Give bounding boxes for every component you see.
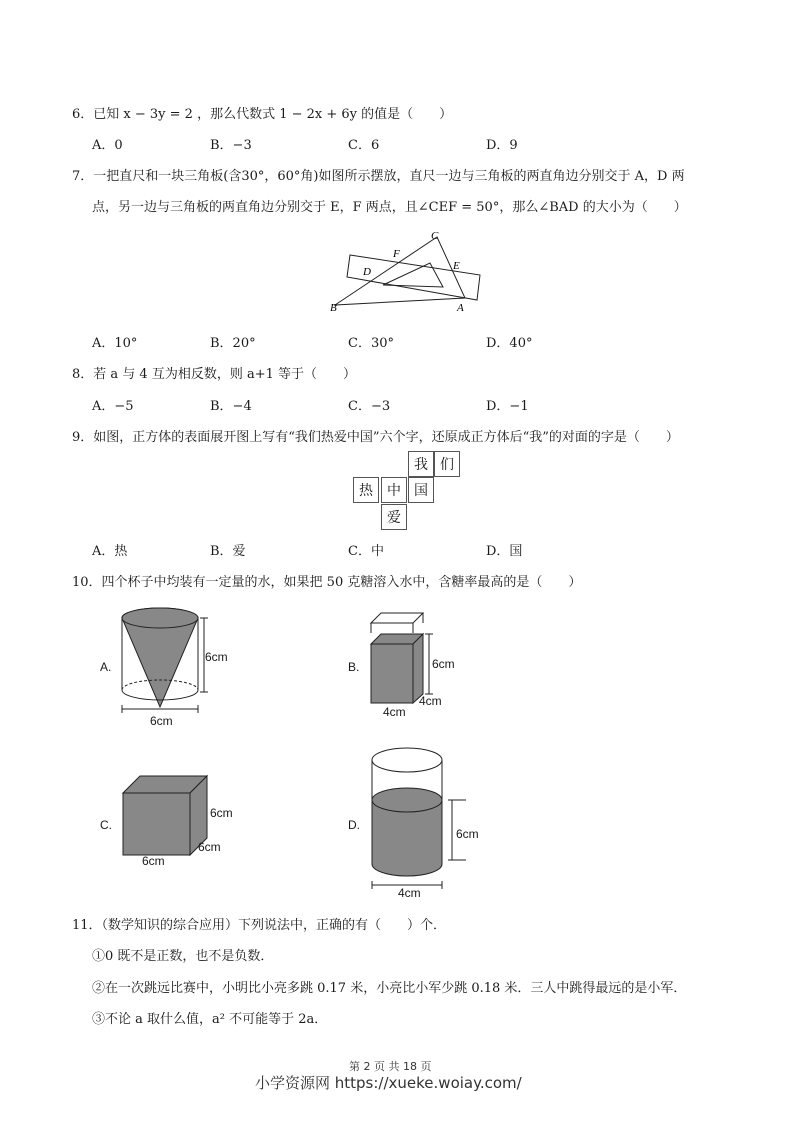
- label-d: D: [363, 266, 371, 278]
- q10-text: 10．四个杯子中均装有一定量的水，如果把 50 克糖溶入水中，含糖率最高的是（ ）: [72, 575, 582, 590]
- label-a: A: [457, 302, 464, 314]
- q11-statement-1: ①0 既不是正数，也不是负数．: [92, 949, 274, 964]
- q8-text: 8．若 a 与 4 互为相反数，则 a+1 等于（ ）: [72, 367, 357, 382]
- ruler-triangle-figure: [325, 225, 490, 317]
- fig-c-width: 6cm: [142, 854, 165, 868]
- q7-option-c: C．30°: [348, 336, 394, 351]
- q6-option-d: D．9: [486, 138, 518, 153]
- q11-text: 11．（数学知识的综合应用）下列说法中，正确的有（ ）个．: [72, 918, 447, 933]
- q8-option-d: D．−1: [486, 399, 529, 414]
- q7-option-d: D．40°: [486, 336, 533, 351]
- q8-option-c: C．−3: [348, 399, 391, 414]
- net-cell-men: 们: [434, 451, 460, 477]
- net-cell-guo: 国: [408, 477, 434, 503]
- q10-label-c: C.: [100, 818, 112, 832]
- label-b: B: [330, 302, 337, 314]
- fig-b-height: 6cm: [432, 657, 455, 671]
- fig-a-height: 6cm: [205, 650, 228, 664]
- q6-option-c: C．6: [348, 138, 380, 153]
- fig-c-depth: 6cm: [198, 840, 221, 854]
- q7-option-b: B．20°: [210, 336, 256, 351]
- label-c: C: [431, 230, 439, 242]
- fig-d-height: 6cm: [456, 827, 479, 841]
- net-cell-re: 热: [353, 477, 379, 503]
- q7-line1: 7．一把直尺和一块三角板(含30°，60°角)如图所示摆放，直尺一边与三角板的两直角边分别交于 A，D 两: [72, 169, 685, 184]
- label-e: E: [453, 260, 460, 272]
- q7-option-a: A．10°: [92, 336, 138, 351]
- q11-statement-2: ②在一次跳远比赛中，小明比小亮多跳 0.17 米，小亮比小军少跳 0.18 米．三人中跳得最远的是小军．: [92, 981, 687, 996]
- q10-label-d: D.: [348, 818, 360, 832]
- net-cell-zhong: 中: [381, 477, 407, 503]
- fig-a-cylinder-cone: [118, 605, 238, 730]
- q6-text: 6．已知 x − 3y = 2 ，那么代数式 1 − 2x + 6y 的值是（ ）: [72, 107, 453, 122]
- q9-option-c: C．中: [348, 544, 384, 559]
- q9-option-a: A．热: [92, 544, 128, 559]
- q9-option-d: D．国: [486, 544, 523, 559]
- q10-label-a: A.: [100, 660, 112, 674]
- net-cell-ai: 爱: [381, 504, 407, 530]
- fig-b-width: 4cm: [383, 705, 406, 719]
- q9-text: 9．如图，正方体的表面展开图上写有“我们热爱中国”六个字，还原成正方体后“我”的对面的字是（ ）: [72, 430, 679, 445]
- label-f: F: [393, 248, 400, 260]
- q8-option-a: A．−5: [92, 399, 134, 414]
- q8-option-b: B．−4: [210, 399, 252, 414]
- fig-d-cylinder: [370, 742, 470, 900]
- fig-a-width: 6cm: [150, 714, 173, 728]
- q10-label-b: B.: [348, 660, 360, 674]
- q9-option-b: B．爱: [210, 544, 246, 559]
- fig-b-depth: 4cm: [419, 694, 442, 708]
- q6-option-b: B．−3: [210, 138, 252, 153]
- fig-d-width: 4cm: [398, 886, 421, 900]
- q6-option-a: A．0: [92, 138, 123, 153]
- page-number: 第 2 页 共 18 页: [349, 1060, 432, 1073]
- q7-line2: 点，另一边与三角板的两直角边分别交于 E，F 两点，且∠CEF = 50°，那么∠BAD 的大小为（ ）: [92, 200, 687, 215]
- fig-c-height: 6cm: [210, 806, 233, 820]
- q11-statement-3: ③不论 a 取什么值，a² 不可能等于 2a．: [92, 1012, 328, 1027]
- net-cell-wo: 我: [408, 451, 434, 477]
- watermark: 小学资源网 https://xueke.woiay.com/: [255, 1074, 522, 1092]
